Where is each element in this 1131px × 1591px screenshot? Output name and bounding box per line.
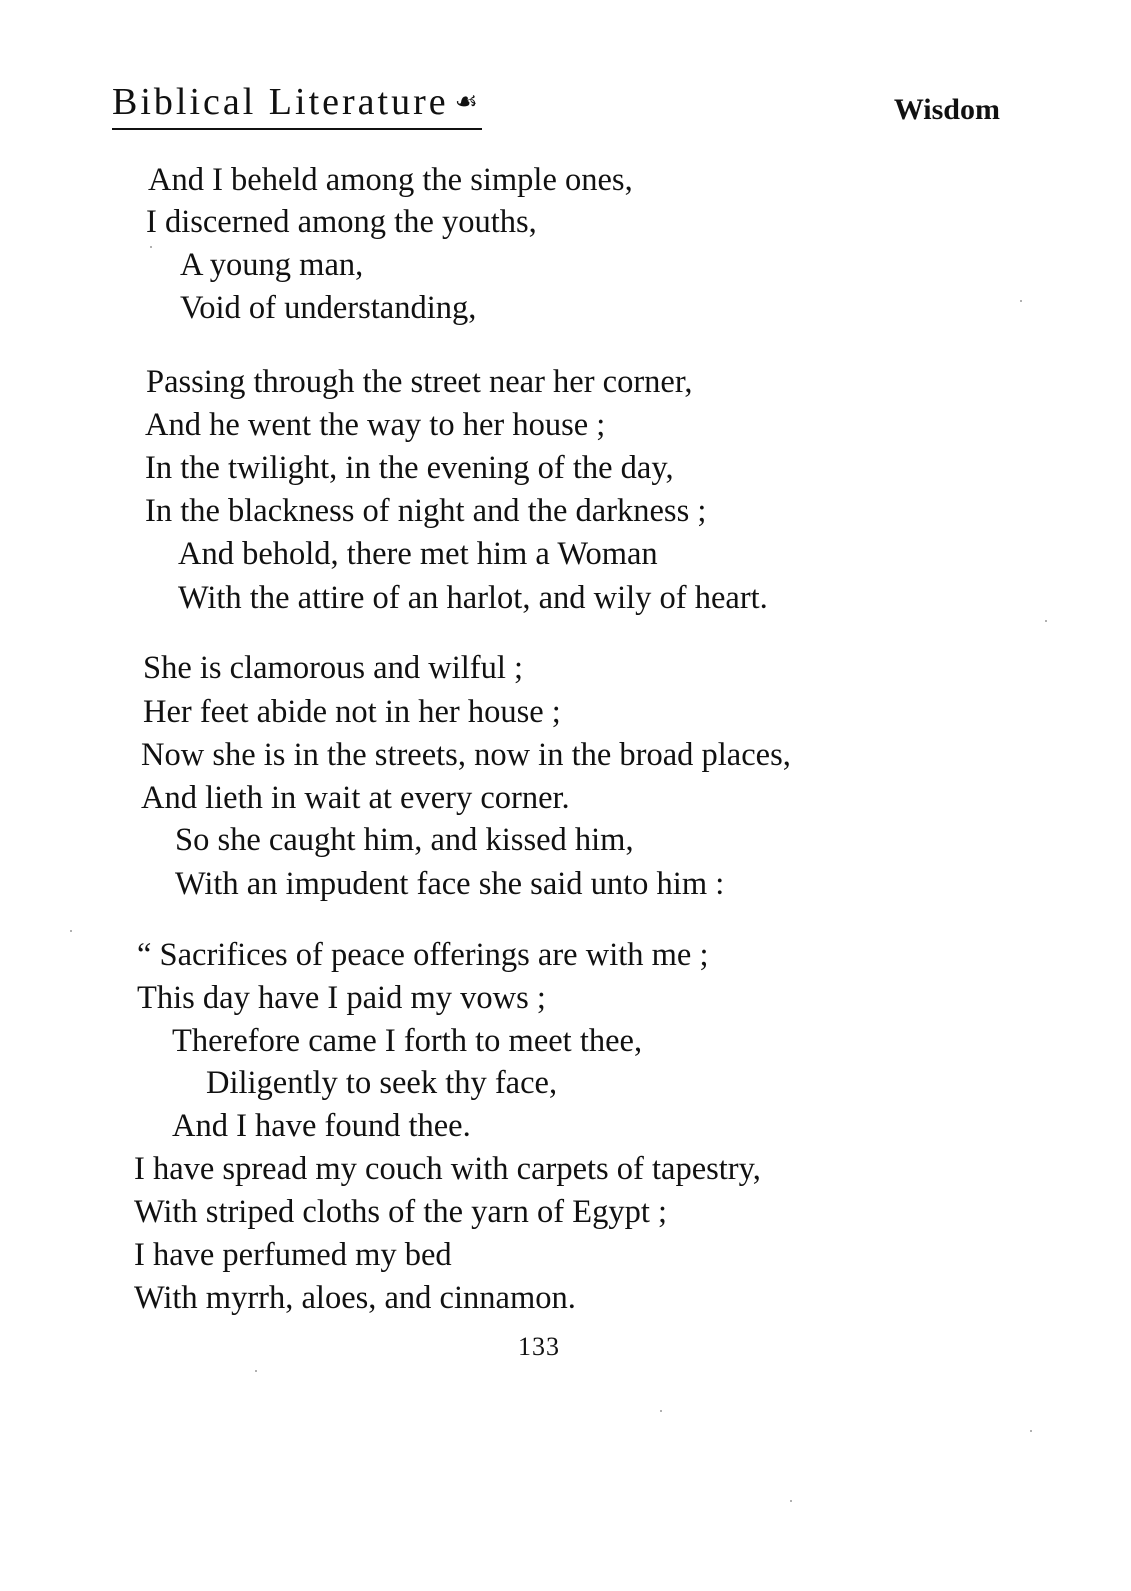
verse-line: I have perfumed my bed [134,1237,452,1273]
fleuron-icon: ☙ [454,87,478,116]
scan-speck [255,1370,257,1372]
running-head-title [112,80,482,130]
verse-line: This day have I paid my vows ; [137,980,546,1016]
scan-speck [790,1500,792,1502]
verse-line: And I beheld among the simple ones, [148,162,633,198]
verse-line: Therefore came I forth to meet thee, [172,1023,643,1059]
page-number: 133 [518,1332,560,1361]
verse-line: Passing through the street near her corner, [146,364,693,400]
verse-line: Her feet abide not in her house ; [143,694,561,730]
book-title: Biblical Literature [112,81,449,123]
verse-line: In the blackness of night and the darkness ; [145,493,707,529]
verse-line: I discerned among the youths, [146,204,537,240]
verse-line: In the twilight, in the evening of the day, [145,450,674,486]
verse-line: “ Sacrifices of peace offerings are with me ; [137,937,709,973]
verse-line: And he went the way to her house ; [145,407,606,443]
verse-line: With an impudent face she said unto him : [175,866,725,902]
verse-line: And behold, there met him a Woman [178,536,658,572]
scan-speck [660,1410,662,1412]
verse-line: Now she is in the streets, now in the broad places, [141,737,791,773]
verse-line: Void of understanding, [180,290,477,326]
verse-line: With striped cloths of the yarn of Egypt ; [134,1194,668,1230]
section-title: Wisdom [893,93,1000,126]
verse-line: And lieth in wait at every corner. [141,780,570,816]
verse-line: She is clamorous and wilful ; [143,650,524,686]
scan-speck [1030,1430,1032,1432]
scan-speck [70,930,72,932]
verse-line: A young man, [180,247,364,283]
scan-speck [150,246,152,248]
running-head [112,74,1000,134]
verse-line: And I have found thee. [172,1108,471,1144]
verse-line: I have spread my couch with carpets of tapestry, [134,1151,761,1187]
scan-speck [1045,620,1047,622]
verse-line: With myrrh, aloes, and cinnamon. [134,1280,576,1316]
verse-line: So she caught him, and kissed him, [175,822,634,858]
verse-line: With the attire of an harlot, and wily of heart. [178,580,768,616]
verse-line: Diligently to seek thy face, [206,1065,558,1101]
scan-speck [1020,300,1022,302]
